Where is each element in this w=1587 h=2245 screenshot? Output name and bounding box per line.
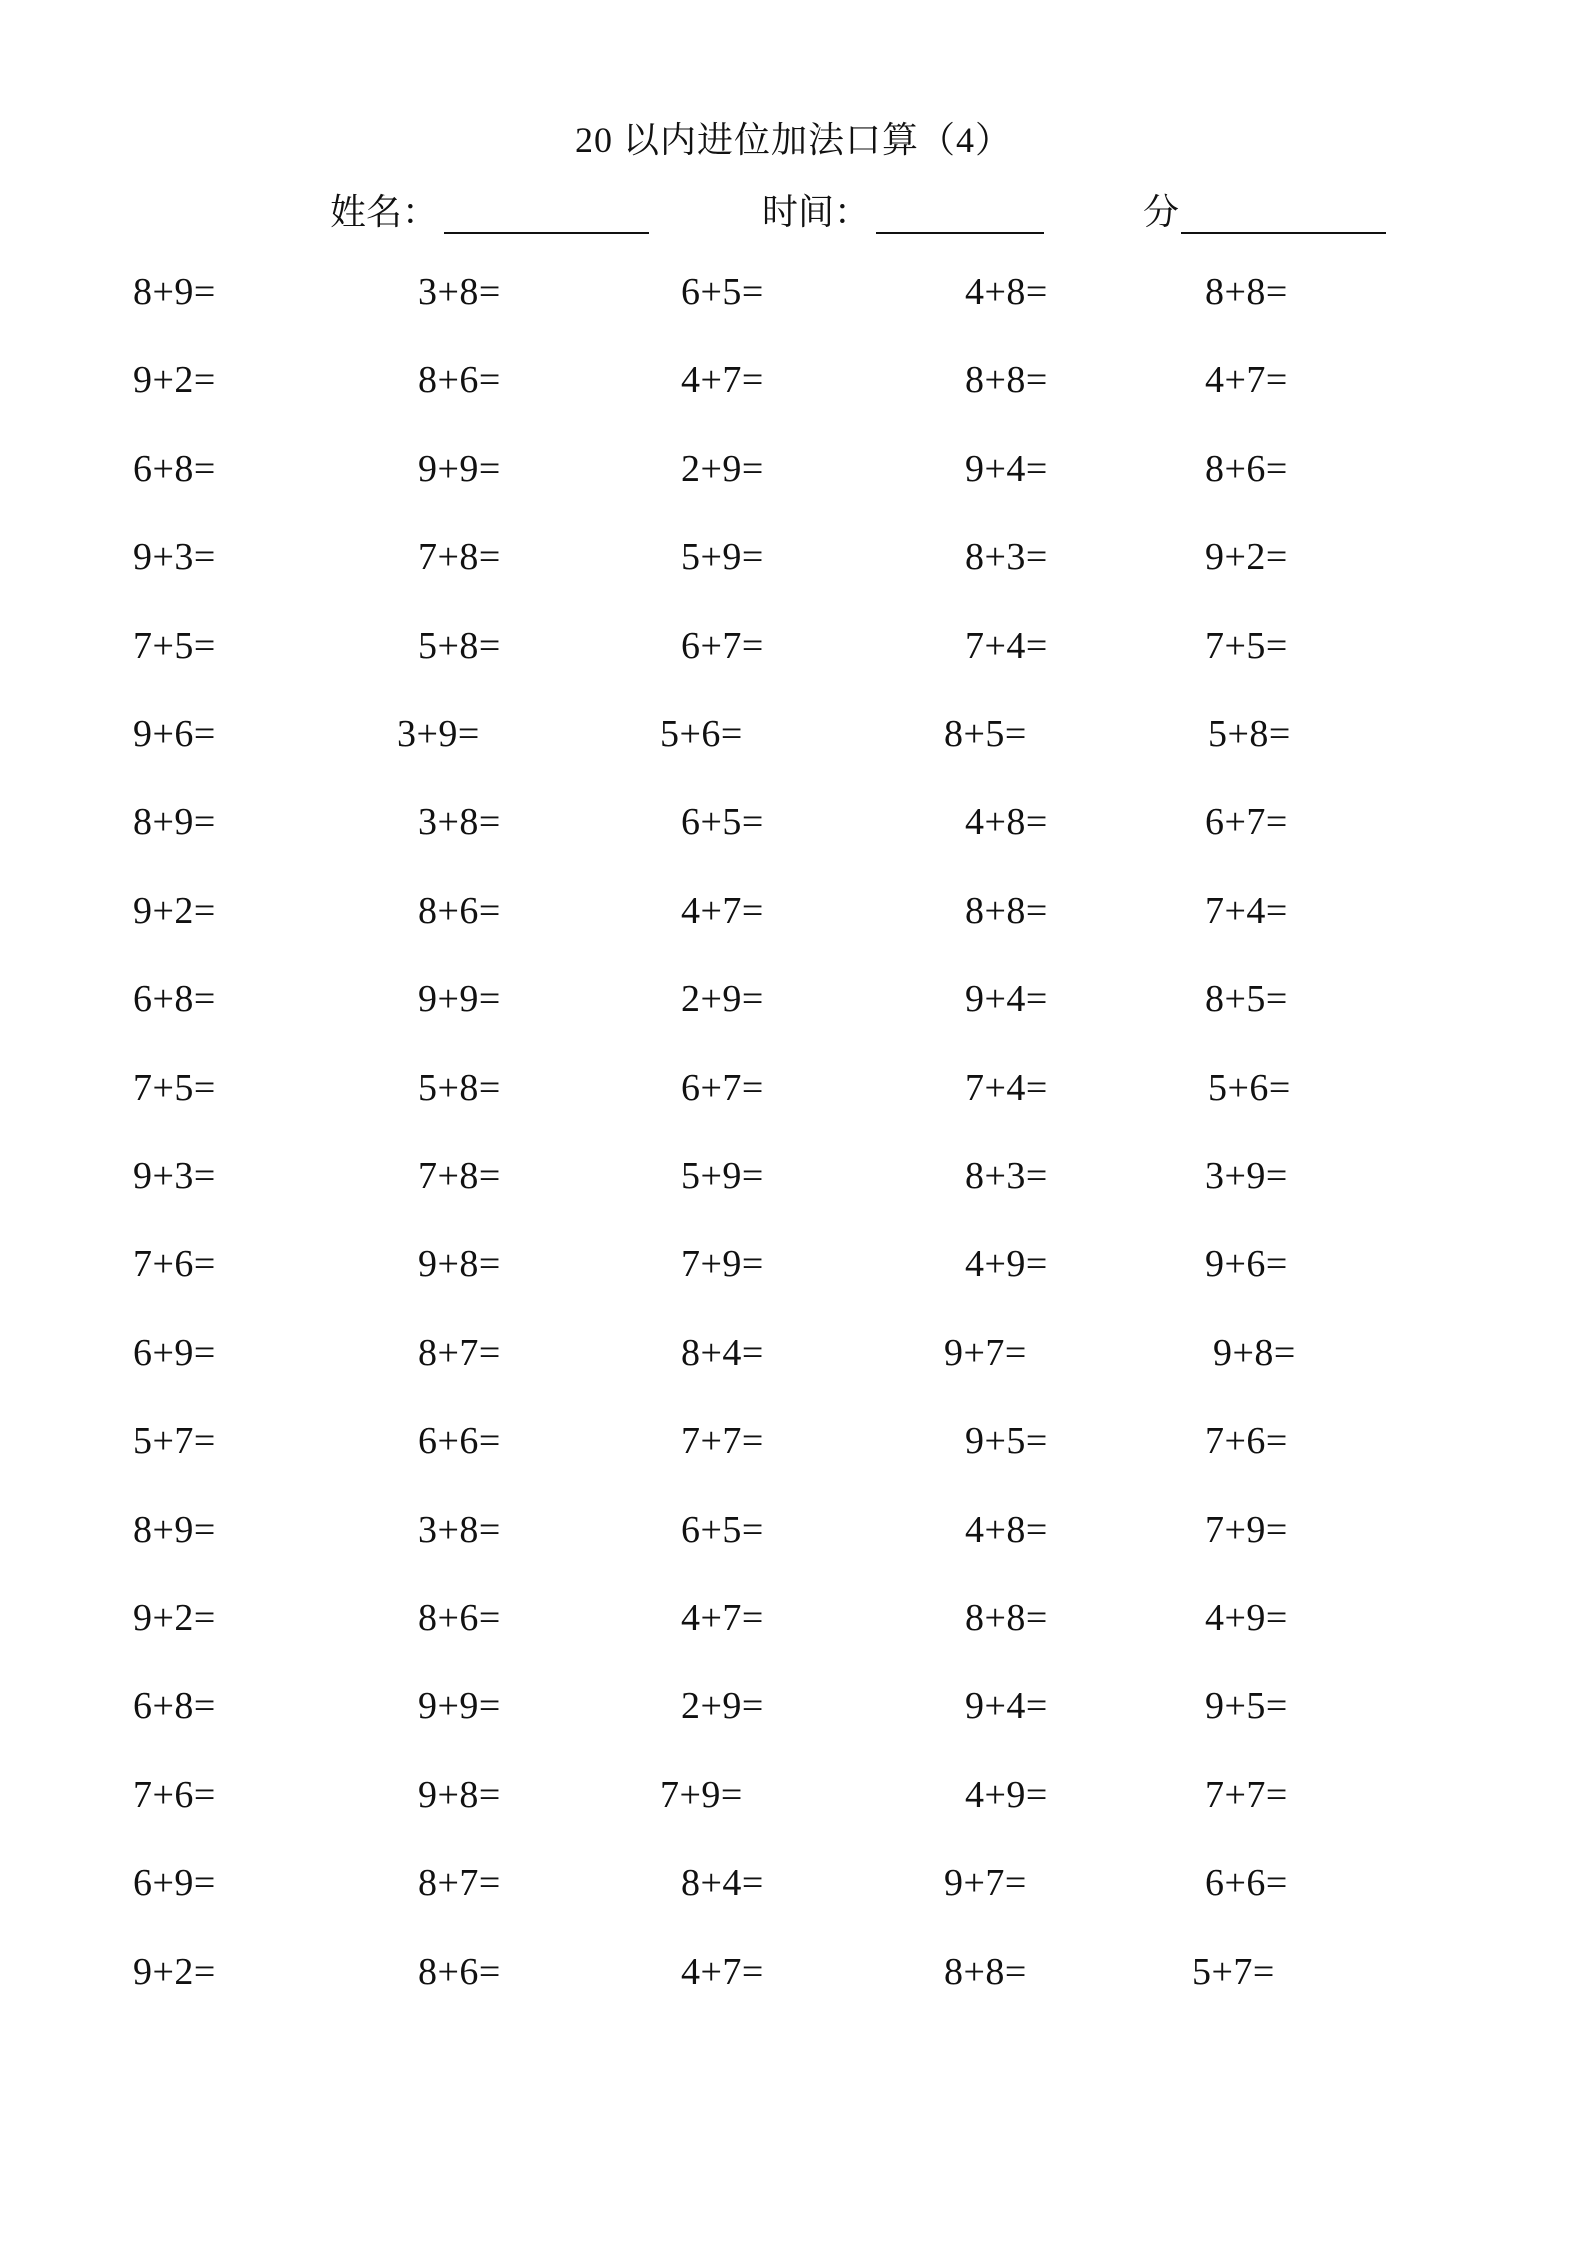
problem-14-1: 5+7=: [133, 1420, 216, 1462]
problem-8-1: 9+2=: [133, 890, 216, 932]
problem-1-5: 8+8=: [1205, 271, 1288, 313]
problem-17-3: 2+9=: [681, 1685, 764, 1727]
problem-10-2: 5+8=: [418, 1067, 501, 1109]
problem-7-1: 8+9=: [133, 801, 216, 843]
problem-20-5: 5+7=: [1192, 1951, 1275, 1993]
problem-10-4: 7+4=: [965, 1067, 1048, 1109]
problem-6-3: 5+6=: [660, 713, 743, 755]
problem-16-2: 8+6=: [418, 1597, 501, 1639]
problem-3-5: 8+6=: [1205, 448, 1288, 490]
problem-19-5: 6+6=: [1205, 1862, 1288, 1904]
problem-20-3: 4+7=: [681, 1951, 764, 1993]
problem-10-3: 6+7=: [681, 1067, 764, 1109]
problem-10-1: 7+5=: [133, 1067, 216, 1109]
problem-15-2: 3+8=: [418, 1509, 501, 1551]
time-blank-line[interactable]: [876, 192, 1044, 234]
problem-12-2: 9+8=: [418, 1243, 501, 1285]
problem-8-5: 7+4=: [1205, 890, 1288, 932]
problem-2-1: 9+2=: [133, 359, 216, 401]
problem-16-5: 4+9=: [1205, 1597, 1288, 1639]
problem-3-4: 9+4=: [965, 448, 1048, 490]
problem-4-2: 7+8=: [418, 536, 501, 578]
problem-11-2: 7+8=: [418, 1155, 501, 1197]
problem-16-4: 8+8=: [965, 1597, 1048, 1639]
problem-18-4: 4+9=: [965, 1774, 1048, 1816]
problem-5-2: 5+8=: [418, 625, 501, 667]
problem-18-2: 9+8=: [418, 1774, 501, 1816]
problem-11-3: 5+9=: [681, 1155, 764, 1197]
problem-17-1: 6+8=: [133, 1685, 216, 1727]
problem-20-1: 9+2=: [133, 1951, 216, 1993]
problem-19-3: 8+4=: [681, 1862, 764, 1904]
problem-3-2: 9+9=: [418, 448, 501, 490]
problem-9-3: 2+9=: [681, 978, 764, 1020]
problem-9-4: 9+4=: [965, 978, 1048, 1020]
problem-18-3: 7+9=: [660, 1774, 743, 1816]
problem-15-3: 6+5=: [681, 1509, 764, 1551]
problem-14-4: 9+5=: [965, 1420, 1048, 1462]
problem-12-5: 9+6=: [1205, 1243, 1288, 1285]
name-field[interactable]: [330, 184, 649, 234]
problem-17-4: 9+4=: [965, 1685, 1048, 1727]
problem-20-4: 8+8=: [944, 1951, 1027, 1993]
problem-5-1: 7+5=: [133, 625, 216, 667]
problem-12-4: 4+9=: [965, 1243, 1048, 1285]
problem-9-2: 9+9=: [418, 978, 501, 1020]
problem-10-5: 5+6=: [1208, 1067, 1291, 1109]
problem-6-1: 9+6=: [133, 713, 216, 755]
problem-13-1: 6+9=: [133, 1332, 216, 1374]
problem-4-5: 9+2=: [1205, 536, 1288, 578]
problem-1-3: 6+5=: [681, 271, 764, 313]
problem-6-5: 5+8=: [1208, 713, 1291, 755]
problem-14-3: 7+7=: [681, 1420, 764, 1462]
problem-4-1: 9+3=: [133, 536, 216, 578]
problem-2-4: 8+8=: [965, 359, 1048, 401]
problem-9-1: 6+8=: [133, 978, 216, 1020]
problem-14-2: 6+6=: [418, 1420, 501, 1462]
problem-5-3: 6+7=: [681, 625, 764, 667]
problem-17-5: 9+5=: [1205, 1685, 1288, 1727]
score-label: 分: [1143, 192, 1180, 232]
problem-18-1: 7+6=: [133, 1774, 216, 1816]
problem-15-1: 8+9=: [133, 1509, 216, 1551]
problem-16-3: 4+7=: [681, 1597, 764, 1639]
problem-4-4: 8+3=: [965, 536, 1048, 578]
problem-13-2: 8+7=: [418, 1332, 501, 1374]
problem-7-3: 6+5=: [681, 801, 764, 843]
problem-9-5: 8+5=: [1205, 978, 1288, 1020]
problem-7-4: 4+8=: [965, 801, 1048, 843]
problem-15-5: 7+9=: [1205, 1509, 1288, 1551]
problem-13-4: 9+7=: [944, 1332, 1027, 1374]
problem-6-2: 3+9=: [397, 713, 480, 755]
problem-8-4: 8+8=: [965, 890, 1048, 932]
problem-6-4: 8+5=: [944, 713, 1027, 755]
problem-2-3: 4+7=: [681, 359, 764, 401]
problem-8-2: 8+6=: [418, 890, 501, 932]
time-field[interactable]: [762, 184, 1044, 234]
problem-7-2: 3+8=: [418, 801, 501, 843]
problem-2-5: 4+7=: [1205, 359, 1288, 401]
problem-20-2: 8+6=: [418, 1951, 501, 1993]
time-label: 时间：: [762, 192, 871, 232]
problem-13-3: 8+4=: [681, 1332, 764, 1374]
problem-11-1: 9+3=: [133, 1155, 216, 1197]
problem-11-4: 8+3=: [965, 1155, 1048, 1197]
problem-19-2: 8+7=: [418, 1862, 501, 1904]
problem-5-4: 7+4=: [965, 625, 1048, 667]
problem-3-1: 6+8=: [133, 448, 216, 490]
name-label: 姓名：: [330, 192, 439, 232]
problem-5-5: 7+5=: [1205, 625, 1288, 667]
problem-7-5: 6+7=: [1205, 801, 1288, 843]
page-title: 20 以内进位加法口算（4）: [574, 120, 1012, 160]
problem-1-4: 4+8=: [965, 271, 1048, 313]
problem-4-3: 5+9=: [681, 536, 764, 578]
problem-12-1: 7+6=: [133, 1243, 216, 1285]
name-blank-line[interactable]: [444, 192, 649, 234]
problem-1-1: 8+9=: [133, 271, 216, 313]
problem-18-5: 7+7=: [1205, 1774, 1288, 1816]
problem-8-3: 4+7=: [681, 890, 764, 932]
problem-3-3: 2+9=: [681, 448, 764, 490]
score-blank-line[interactable]: [1181, 192, 1386, 234]
score-field[interactable]: [1143, 184, 1386, 234]
problem-16-1: 9+2=: [133, 1597, 216, 1639]
problem-14-5: 7+6=: [1205, 1420, 1288, 1462]
problem-15-4: 4+8=: [965, 1509, 1048, 1551]
problem-12-3: 7+9=: [681, 1243, 764, 1285]
problem-19-4: 9+7=: [944, 1862, 1027, 1904]
problem-19-1: 6+9=: [133, 1862, 216, 1904]
problem-2-2: 8+6=: [418, 359, 501, 401]
problem-13-5: 9+8=: [1213, 1332, 1296, 1374]
problem-11-5: 3+9=: [1205, 1155, 1288, 1197]
problem-1-2: 3+8=: [418, 271, 501, 313]
problem-17-2: 9+9=: [418, 1685, 501, 1727]
